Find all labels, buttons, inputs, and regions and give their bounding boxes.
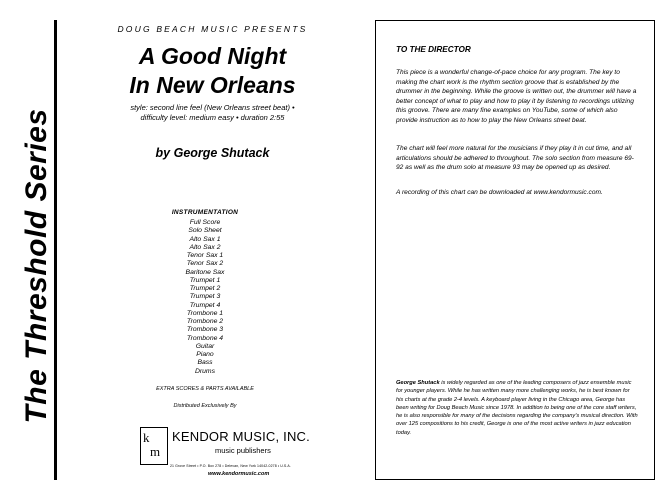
title-line-2: In New Orleans — [129, 72, 296, 98]
list-item: Full Score — [189, 219, 221, 226]
series-divider-line — [54, 20, 57, 480]
director-paragraph-2: The chart will feel more natural for the musicians if they play it in cut time, and all articulations should be adhered to throughout. The solo section from measure 69-92 as well as the drum solo at measure 93 may be opened up as desired. — [396, 145, 634, 172]
logo-letter-k: k — [143, 430, 150, 445]
list-item: Tenor Sax 2 — [186, 260, 224, 268]
list-item: Trombone 4 — [186, 334, 224, 342]
list-item: Solo Sheet — [188, 227, 222, 235]
piece-meta — [85, 103, 340, 123]
director-heading: TO THE DIRECTOR — [396, 45, 471, 54]
series-sidebar — [10, 20, 68, 480]
list-item: Tenor Sax 1 — [186, 252, 224, 259]
piece-title — [85, 42, 340, 100]
director-paragraph-1: This piece is a wonderful change-of-pace choice for any program. The key to making the chart work is the rhythm section groove that is established by the drummer in the beginning. While the groove is written out, the drummer will have a better concept of what to play and how to play it by listening to recordings utilizing this groove. There are many fine examples on YouTube, some of which also provide instruction as to how to play the New Orleans street beat. — [396, 69, 637, 124]
series-title: The Threshold Series — [20, 108, 53, 424]
list-item: Alto Sax 1 — [189, 235, 221, 243]
publisher-website: www.kendormusic.com — [208, 471, 270, 477]
list-item: Guitar — [195, 342, 215, 350]
list-item: Trombone 2 — [186, 318, 224, 325]
difficulty-line: difficulty level: medium easy • duration 2:55 — [140, 113, 285, 122]
composer-bio — [396, 379, 638, 437]
bio-name: George Shutack — [396, 380, 440, 386]
publisher-subtitle: music publishers — [215, 446, 271, 455]
extra-parts-note: EXTRA SCORES & PARTS AVAILABLE — [156, 386, 254, 392]
instrumentation-list — [140, 219, 270, 376]
list-item: Piano — [196, 351, 214, 358]
composer-credit: by George Shutack — [155, 146, 270, 160]
km-logo-mark — [140, 427, 168, 465]
list-item: Trombone 1 — [186, 309, 224, 317]
publisher-name: KENDOR MUSIC, INC. — [172, 429, 310, 444]
bio-text: is widely regarded as one of the leading composers of jazz ensemble music for younger players. While he has written many more challenging works, he is best known for his charts at the grade 2-4 levels. A keyboard player living in the Chicago area, George has been writing for Doug Beach Music since 1978. In addition to being one of the core staff writers, he is also responsible for many of the decisions regarding the company's musical direction. With over 125 compositions to his credit, George is one of the most active writers in jazz education today. — [396, 380, 638, 436]
list-item: Trombone 3 — [186, 326, 224, 334]
list-item: Trumpet 3 — [189, 293, 221, 301]
director-notes-panel — [375, 20, 655, 480]
list-item: Drums — [194, 367, 215, 375]
logo-letter-m: m — [150, 444, 161, 459]
list-item: Trumpet 1 — [189, 276, 221, 284]
director-paragraph-3: A recording of this chart can be downloaded at www.kendormusic.com. — [396, 189, 603, 196]
title-line-1: A Good Night — [138, 43, 287, 69]
distributed-note: Distributed Exclusively By — [173, 403, 237, 409]
instrumentation-heading: INSTRUMENTATION — [171, 209, 239, 216]
list-item: Alto Sax 2 — [189, 243, 221, 251]
list-item: Trumpet 4 — [189, 301, 221, 309]
style-line: style: second line feel (New Orleans street beat) • — [130, 103, 295, 112]
publisher-logo — [140, 427, 320, 482]
list-item: Trumpet 2 — [189, 285, 221, 292]
publisher-address: 21 Grove Street • P.O. Box 278 • Delevan, New York 14042-0278 • U.S.A. — [170, 464, 291, 468]
presents-header: DOUG BEACH MUSIC PRESENTS — [117, 24, 308, 34]
list-item: Baritone Sax — [185, 268, 225, 276]
list-item: Bass — [197, 359, 213, 367]
